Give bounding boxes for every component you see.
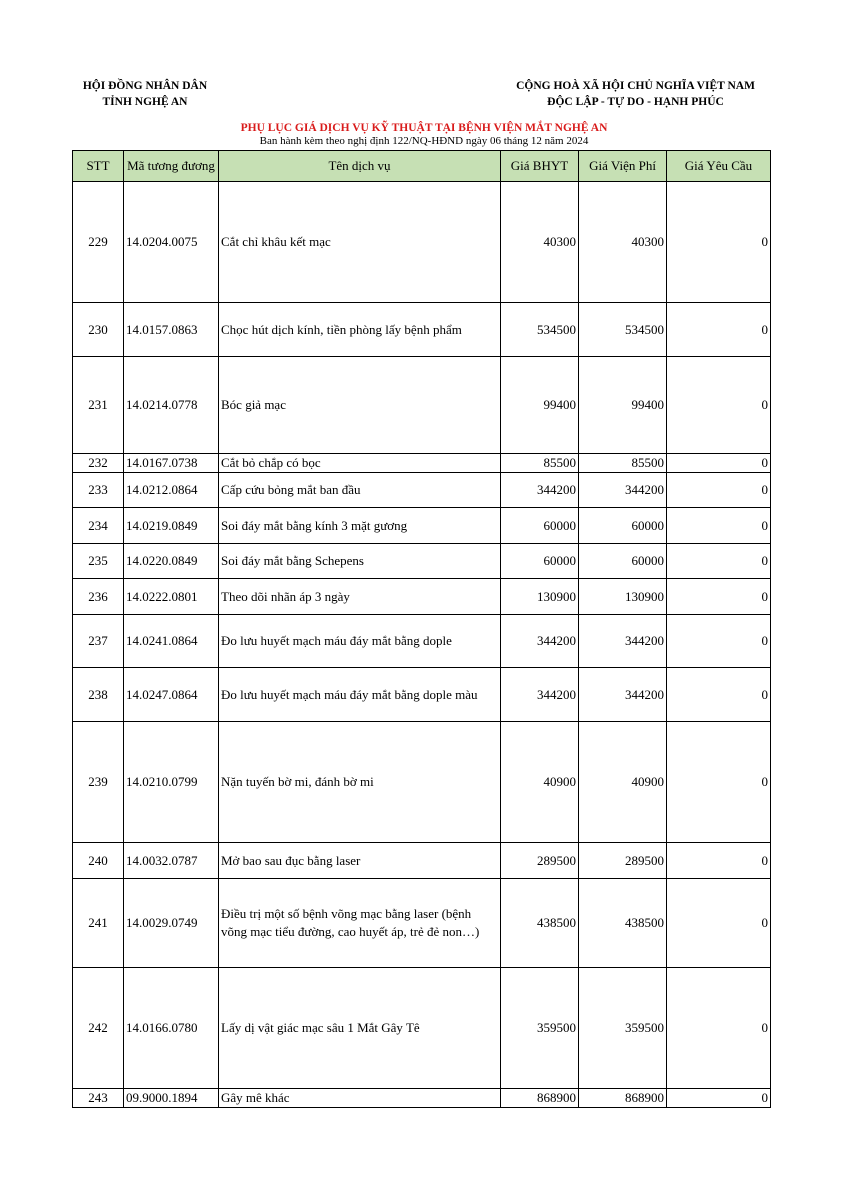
service-name-cell: Lấy dị vật giác mạc sâu 1 Mắt Gây Tê xyxy=(219,968,501,1089)
province-name: TỈNH NGHỆ AN xyxy=(102,96,188,108)
document-title: PHỤ LỤC GIÁ DỊCH VỤ KỸ THUẬT TẠI BỆNH VIỆN MẮT NGHỆ AN xyxy=(240,122,608,134)
table-row xyxy=(73,182,771,303)
request-price-cell: 0 xyxy=(667,615,771,668)
service-name-cell: Đo lưu huyết mạch máu đáy mắt bằng dople màu xyxy=(219,668,501,722)
table-row xyxy=(73,1089,771,1108)
stt-cell: 231 xyxy=(73,357,124,454)
stt-cell: 232 xyxy=(73,454,124,473)
stt-cell: 236 xyxy=(73,579,124,615)
table-row xyxy=(73,508,771,544)
request-price-cell: 0 xyxy=(667,303,771,357)
hospital-fee-cell: 289500 xyxy=(579,843,667,879)
bhyt-price-cell: 344200 xyxy=(501,473,579,508)
service-name-cell: Chọc hút dịch kính, tiền phòng lấy bệnh phẩm xyxy=(219,303,501,357)
council-name: HỘI ĐỒNG NHÂN DÂN xyxy=(82,80,208,92)
stt-cell: 243 xyxy=(73,1089,124,1108)
request-price-cell: 0 xyxy=(667,843,771,879)
service-name-cell: Cắt bỏ chắp có bọc xyxy=(219,454,501,473)
table-row xyxy=(73,357,771,454)
bhyt-price-cell: 359500 xyxy=(501,968,579,1089)
republic-header xyxy=(498,78,773,110)
stt-cell: 239 xyxy=(73,722,124,843)
table-row xyxy=(73,668,771,722)
bhyt-price-cell: 868900 xyxy=(501,1089,579,1108)
stt-cell: 242 xyxy=(73,968,124,1089)
service-name-cell: Soi đáy mắt bằng kính 3 mặt gương xyxy=(219,508,501,544)
price-table xyxy=(72,150,771,1108)
document-subtitle: Ban hành kèm theo nghị định 122/NQ-HĐND ngày 06 tháng 12 năm 2024 xyxy=(259,135,589,147)
request-price-cell: 0 xyxy=(667,579,771,615)
request-price-cell: 0 xyxy=(667,879,771,968)
hospital-fee-cell: 130900 xyxy=(579,579,667,615)
stt-cell: 237 xyxy=(73,615,124,668)
table-row xyxy=(73,879,771,968)
hospital-fee-cell: 534500 xyxy=(579,303,667,357)
code-cell: 14.0166.0780 xyxy=(124,968,219,1089)
hospital-fee-cell: 99400 xyxy=(579,357,667,454)
stt-cell: 238 xyxy=(73,668,124,722)
bhyt-price-cell: 40300 xyxy=(501,182,579,303)
col-header-code: Mã tương đương xyxy=(124,151,219,182)
col-header-stt: STT xyxy=(73,151,124,182)
request-price-cell: 0 xyxy=(667,182,771,303)
stt-cell: 233 xyxy=(73,473,124,508)
code-cell: 14.0157.0863 xyxy=(124,303,219,357)
stt-cell: 229 xyxy=(73,182,124,303)
hospital-fee-cell: 359500 xyxy=(579,968,667,1089)
bhyt-price-cell: 438500 xyxy=(501,879,579,968)
service-name-cell: Nặn tuyến bờ mi, đánh bờ mi xyxy=(219,722,501,843)
bhyt-price-cell: 289500 xyxy=(501,843,579,879)
code-cell: 14.0222.0801 xyxy=(124,579,219,615)
code-cell: 14.0204.0075 xyxy=(124,182,219,303)
bhyt-price-cell: 99400 xyxy=(501,357,579,454)
col-header-request-price: Giá Yêu Cầu xyxy=(667,151,771,182)
service-name-cell: Cấp cứu bỏng mắt ban đầu xyxy=(219,473,501,508)
table-row xyxy=(73,579,771,615)
hospital-fee-cell: 344200 xyxy=(579,615,667,668)
hospital-fee-cell: 438500 xyxy=(579,879,667,968)
code-cell: 14.0241.0864 xyxy=(124,615,219,668)
code-cell: 14.0214.0778 xyxy=(124,357,219,454)
request-price-cell: 0 xyxy=(667,473,771,508)
table-row xyxy=(73,473,771,508)
code-cell: 14.0032.0787 xyxy=(124,843,219,879)
hospital-fee-cell: 344200 xyxy=(579,668,667,722)
request-price-cell: 0 xyxy=(667,357,771,454)
request-price-cell: 0 xyxy=(667,454,771,473)
bhyt-price-cell: 40900 xyxy=(501,722,579,843)
stt-cell: 240 xyxy=(73,843,124,879)
code-cell: 14.0167.0738 xyxy=(124,454,219,473)
code-cell: 09.9000.1894 xyxy=(124,1089,219,1108)
request-price-cell: 0 xyxy=(667,722,771,843)
service-name-cell: Theo dõi nhãn áp 3 ngày xyxy=(219,579,501,615)
hospital-fee-cell: 60000 xyxy=(579,508,667,544)
service-name-cell: Cắt chỉ khâu kết mạc xyxy=(219,182,501,303)
col-header-service-name: Tên dịch vụ xyxy=(219,151,501,182)
service-name-cell: Bóc giả mạc xyxy=(219,357,501,454)
hospital-fee-cell: 60000 xyxy=(579,544,667,579)
bhyt-price-cell: 130900 xyxy=(501,579,579,615)
table-row xyxy=(73,968,771,1089)
republic-name: CỘNG HOÀ XÃ HỘI CHỦ NGHĨA VIỆT NAM xyxy=(516,80,755,92)
bhyt-price-cell: 534500 xyxy=(501,303,579,357)
bhyt-price-cell: 85500 xyxy=(501,454,579,473)
stt-cell: 235 xyxy=(73,544,124,579)
table-row xyxy=(73,303,771,357)
code-cell: 14.0220.0849 xyxy=(124,544,219,579)
hospital-fee-cell: 85500 xyxy=(579,454,667,473)
national-motto: ĐỘC LẬP - TỰ DO - HẠNH PHÚC xyxy=(547,96,724,108)
request-price-cell: 0 xyxy=(667,668,771,722)
stt-cell: 230 xyxy=(73,303,124,357)
hospital-fee-cell: 344200 xyxy=(579,473,667,508)
bhyt-price-cell: 60000 xyxy=(501,544,579,579)
code-cell: 14.0210.0799 xyxy=(124,722,219,843)
col-header-hospital-fee: Giá Viện Phí xyxy=(579,151,667,182)
code-cell: 14.0219.0849 xyxy=(124,508,219,544)
code-cell: 14.0212.0864 xyxy=(124,473,219,508)
council-header xyxy=(70,78,220,110)
bhyt-price-cell: 60000 xyxy=(501,508,579,544)
bhyt-price-cell: 344200 xyxy=(501,615,579,668)
service-name-cell: Gây mê khác xyxy=(219,1089,501,1108)
hospital-fee-cell: 868900 xyxy=(579,1089,667,1108)
request-price-cell: 0 xyxy=(667,508,771,544)
code-cell: 14.0029.0749 xyxy=(124,879,219,968)
table-body xyxy=(73,182,771,1108)
table-row xyxy=(73,454,771,473)
col-header-bhyt-price: Giá BHYT xyxy=(501,151,579,182)
hospital-fee-cell: 40900 xyxy=(579,722,667,843)
hospital-fee-cell: 40300 xyxy=(579,182,667,303)
stt-cell: 241 xyxy=(73,879,124,968)
service-name-cell: Đo lưu huyết mạch máu đáy mắt bằng dople xyxy=(219,615,501,668)
service-name-cell: Điều trị một số bệnh võng mạc bằng laser (bệnh võng mạc tiểu đường, cao huyết áp, trẻ đẻ non…) xyxy=(219,879,501,968)
request-price-cell: 0 xyxy=(667,544,771,579)
table-row xyxy=(73,615,771,668)
service-name-cell: Soi đáy mắt bằng Schepens xyxy=(219,544,501,579)
table-header-row xyxy=(73,151,771,182)
table-row xyxy=(73,722,771,843)
request-price-cell: 0 xyxy=(667,1089,771,1108)
bhyt-price-cell: 344200 xyxy=(501,668,579,722)
table-row xyxy=(73,843,771,879)
code-cell: 14.0247.0864 xyxy=(124,668,219,722)
stt-cell: 234 xyxy=(73,508,124,544)
table-row xyxy=(73,544,771,579)
request-price-cell: 0 xyxy=(667,968,771,1089)
service-name-cell: Mở bao sau đục bằng laser xyxy=(219,843,501,879)
